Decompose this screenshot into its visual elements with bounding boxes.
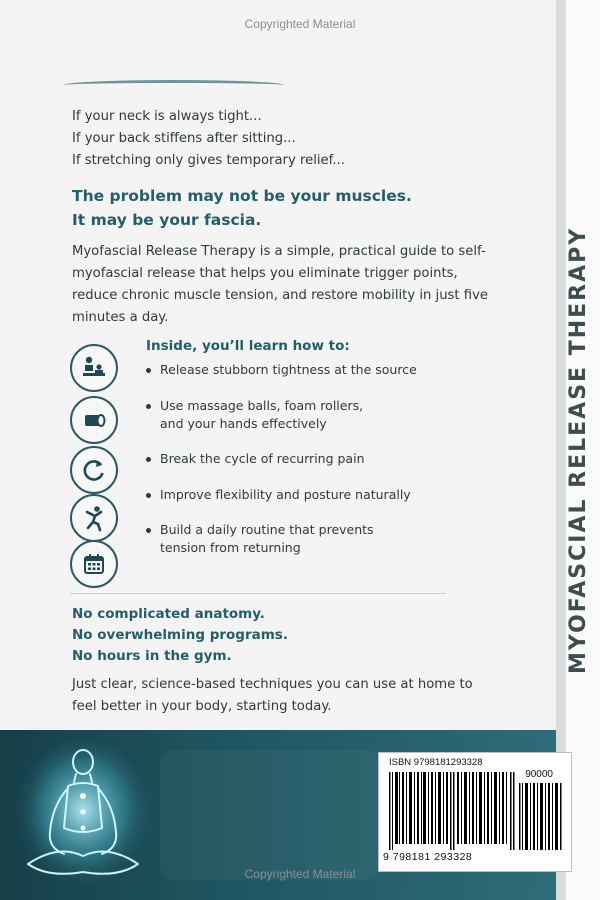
isbn-digits: 9 798181 293328 (383, 851, 473, 863)
isbn-barcode (389, 772, 515, 850)
stretching-person-icon (70, 494, 118, 542)
list-item (146, 397, 446, 433)
list-item-text: Improve flexibility and posture naturally (160, 487, 411, 502)
learn-section (70, 334, 446, 592)
list-item-text-cont: and your hands effectively (160, 416, 327, 431)
price-barcode (519, 783, 563, 850)
barcode-box (378, 752, 572, 872)
closing-text: Just clear, science-based techniques you can use at home to feel better in your body, starting today. (72, 677, 473, 714)
list-item-text-cont: tension from returning (160, 540, 301, 555)
list-item (146, 361, 446, 379)
problem-line: It may be your fascia. (72, 211, 262, 229)
problem-statement (72, 184, 532, 232)
calendar-icon (70, 540, 118, 588)
no-list-line: No overwhelming programs. (72, 627, 288, 643)
isbn-label: ISBN 9798181293328 (389, 757, 483, 768)
intro-line: If stretching only gives temporary relief... (72, 153, 345, 168)
list-item-text: Build a daily routine that prevents (160, 522, 374, 537)
band-panel (160, 750, 380, 880)
watermark-top: Copyrighted Material (244, 17, 356, 31)
intro-questions (72, 106, 532, 172)
massage-icon (70, 344, 118, 392)
foam-roller-icon (70, 396, 118, 444)
cycle-icon (70, 446, 118, 494)
top-header-area (40, 0, 550, 85)
no-list (72, 604, 288, 667)
intro-line: If your neck is always tight... (72, 109, 262, 124)
list-item-text: Release stubborn tightness at the source (160, 362, 417, 377)
divider (70, 593, 446, 594)
list-item (146, 450, 446, 468)
problem-line: The problem may not be your muscles. (72, 187, 412, 205)
list-item (146, 486, 446, 504)
intro-line: If your back stiffens after sitting... (72, 131, 296, 146)
list-item-text: Break the cycle of recurring pain (160, 451, 365, 466)
learn-title: Inside, you’ll learn how to: (146, 338, 350, 354)
list-item (146, 521, 446, 557)
top-title-fragment (64, 80, 284, 90)
no-list-line: No hours in the gym. (72, 648, 232, 664)
book-description: Myofascial Release Therapy is a simple, practical guide to self-myofascial release that helps you eliminate trigger points, reduce chronic muscle tension, and restore mobility in just five minutes a day. (72, 244, 489, 325)
list-item-text: Use massage balls, foam rollers, (160, 398, 364, 413)
spine-title: MYOFASCIAL RELEASE THERAPY (566, 226, 591, 674)
no-list-line: No complicated anatomy. (72, 606, 265, 622)
price-code: 90000 (525, 769, 553, 780)
watermark-bottom: Copyrighted Material (244, 867, 356, 881)
